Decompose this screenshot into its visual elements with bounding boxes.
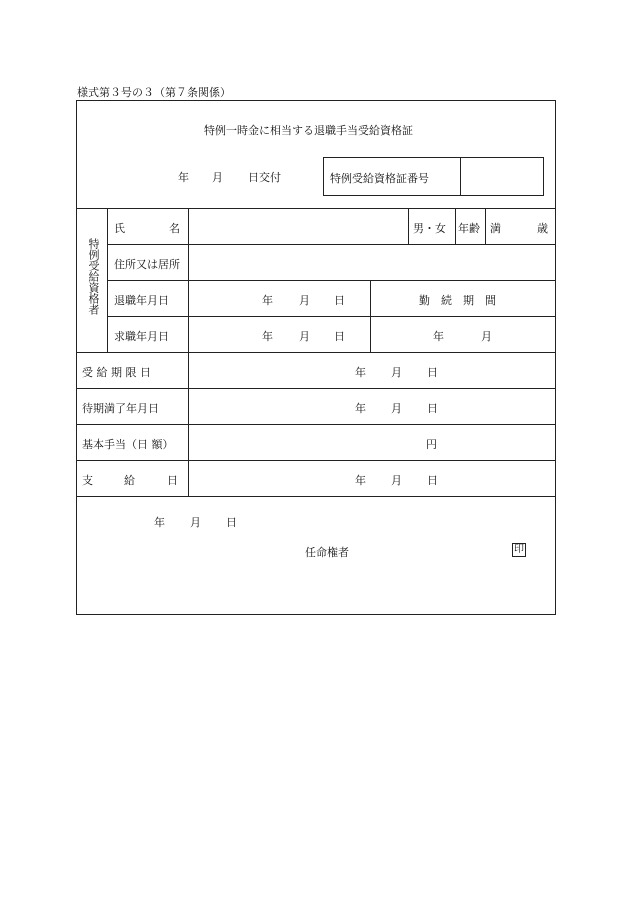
basic-allowance-label: 基本手当（日 額） — [82, 438, 174, 451]
cert-number-label: 特例受給資格証番号 — [330, 172, 429, 185]
row-divider — [76, 208, 556, 209]
address-field[interactable] — [190, 246, 554, 278]
payment-date-year: 年 — [355, 474, 366, 487]
job-seeking-year: 年 — [262, 330, 273, 343]
row-divider — [107, 316, 556, 317]
row-divider — [107, 244, 556, 245]
payment-date-day: 日 — [427, 474, 438, 487]
appointer-label: 任命権者 — [305, 546, 349, 559]
sex-options[interactable]: 男・女 — [413, 222, 446, 235]
payment-date-label-mid: 給 — [124, 474, 135, 487]
payment-date-month: 月 — [391, 474, 402, 487]
column-divider — [107, 208, 108, 352]
issue-month: 月 — [212, 171, 223, 184]
benefit-deadline-year: 年 — [355, 366, 366, 379]
retirement-year: 年 — [262, 294, 273, 307]
job-seeking-month: 月 — [299, 330, 310, 343]
column-divider — [370, 280, 371, 352]
retirement-label: 退職年月日 — [114, 294, 169, 307]
row-divider — [107, 280, 556, 281]
name-label: 氏 名 — [114, 222, 180, 235]
column-divider — [455, 208, 456, 244]
row-divider — [76, 496, 556, 497]
footer-year: 年 — [154, 516, 165, 529]
column-divider — [408, 208, 409, 244]
column-divider — [188, 208, 189, 496]
service-period-month: 月 — [481, 330, 492, 343]
address-label: 住所又は居所 — [114, 258, 180, 271]
issue-year: 年 — [178, 171, 189, 184]
row-divider — [76, 352, 556, 353]
section-label: 特例受給資格者 — [87, 238, 100, 315]
footer-month: 月 — [190, 516, 201, 529]
seal-icon: 印 — [514, 544, 524, 555]
benefit-deadline-day: 日 — [427, 366, 438, 379]
footer-day: 日 — [226, 516, 237, 529]
job-seeking-label: 求職年月日 — [114, 330, 169, 343]
age-label: 年齢 — [458, 222, 480, 235]
name-field[interactable] — [190, 210, 406, 242]
waiting-end-year: 年 — [355, 402, 366, 415]
row-divider — [76, 460, 556, 461]
waiting-end-label: 待期満了年月日 — [82, 402, 159, 415]
retirement-day: 日 — [334, 294, 345, 307]
certificate-title: 特例一時金に相当する退職手当受給資格証 — [204, 124, 413, 137]
basic-allowance-unit: 円 — [426, 438, 437, 451]
cert-number-field[interactable] — [462, 159, 542, 194]
form-label: 様式第３号の３（第７条関係） — [77, 86, 231, 99]
service-period-label: 勤 続 期 間 — [419, 294, 496, 307]
benefit-deadline-label: 受 給 期 限 日 — [82, 366, 151, 379]
retirement-month: 月 — [299, 294, 310, 307]
column-divider — [485, 208, 486, 244]
payment-date-label-right: 日 — [167, 474, 178, 487]
benefit-deadline-month: 月 — [391, 366, 402, 379]
waiting-end-month: 月 — [391, 402, 402, 415]
payment-date-label-left: 支 — [82, 474, 93, 487]
waiting-end-day: 日 — [427, 402, 438, 415]
service-period-year: 年 — [433, 330, 444, 343]
row-divider — [76, 388, 556, 389]
age-suffix: 歳 — [537, 222, 548, 235]
age-prefix: 満 — [490, 222, 501, 235]
job-seeking-day: 日 — [334, 330, 345, 343]
row-divider — [76, 424, 556, 425]
cert-number-divider — [460, 157, 461, 196]
issue-day-label: 日交付 — [248, 171, 281, 184]
